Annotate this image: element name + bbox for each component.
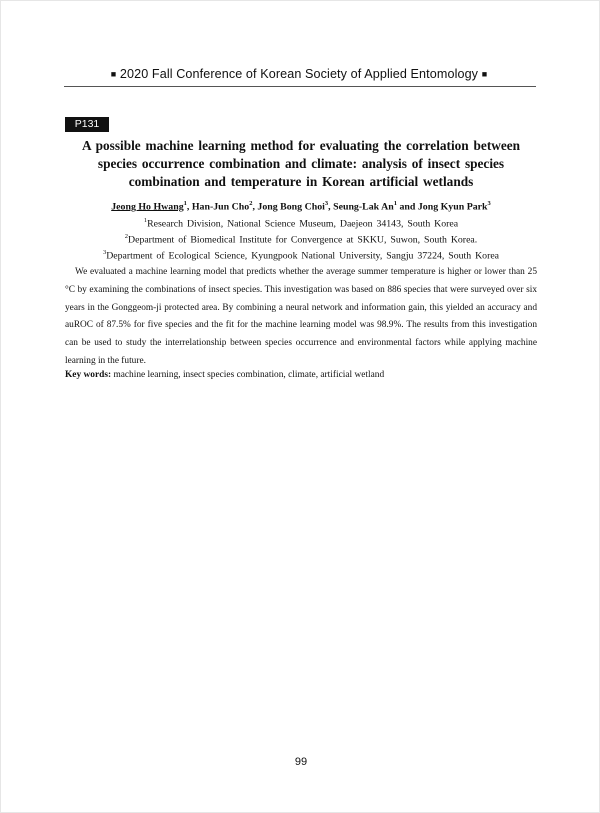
author-separator: and (396, 201, 418, 213)
author-list (65, 197, 537, 214)
square-bullet-icon: ■ (481, 69, 488, 79)
author-separator: , (328, 201, 334, 213)
affiliation-mark: 2 (124, 232, 129, 240)
keywords (65, 369, 537, 381)
page-number: 99 (294, 756, 308, 768)
author-name: Jong Kyun Park (417, 201, 488, 213)
abstract-body: We evaluated a machine learning model that predicts whether the average summer temperature is higher or lower than 25 °C by examining the combinations of insect species. This investigation was based on 886 species that were surveyed over six years in the Gonggeom-ji protected area. By combining a neural network and information gain, this yielded an accuracy and auROC of 87.5% for five species and the fit for the machine learning model was 98.9%. The results from this investigation can be used to study the interrelationship between species occurrence and environmental factors while applying machine learning in the future. (65, 267, 537, 366)
conference-header (61, 67, 537, 81)
author-name: Han-Jun Cho (191, 201, 250, 213)
author-name: Jong Bong Choi (257, 201, 325, 213)
author-separator: , (186, 201, 192, 213)
author-affiliation-mark: 3 (487, 200, 491, 207)
author-separator: , (252, 201, 258, 213)
author-affiliation-mark: 1 (393, 200, 397, 207)
affiliation-list (65, 215, 537, 263)
author-name: Seung-Lak An (333, 201, 394, 213)
affiliation (65, 247, 537, 263)
affiliation-mark: 3 (102, 248, 107, 256)
poster-id-badge: P131 (65, 117, 109, 132)
keywords-label: Key words: (65, 370, 112, 380)
affiliation-mark: 1 (143, 217, 148, 224)
author-affiliation-mark: 3 (324, 200, 329, 207)
header-divider (64, 86, 536, 87)
author-affiliation-mark: 1 (183, 200, 187, 207)
conference-title: 2020 Fall Conference of Korean Society of Applied Entomology (119, 67, 479, 81)
keywords-text: machine learning, insect species combination, climate, artificial wetland (111, 370, 385, 380)
affiliation-text: Department of Biomedical Institute for Convergence at SKKU, Suwon, South Korea. (128, 234, 478, 246)
affiliation (65, 215, 537, 231)
affiliation (65, 231, 537, 247)
square-bullet-icon: ■ (110, 69, 117, 79)
paper-title: A possible machine learning method for evaluating the correlation between species occurrence combination and climate: analysis of insect species combination and temperature in Korean artificial wetlands (81, 138, 521, 189)
affiliation-text: Department of Ecological Science, Kyungpook National University, Sangju 37224, South Korea (106, 249, 500, 261)
author-affiliation-mark: 2 (249, 200, 253, 207)
author-name: Jeong Ho Hwang (111, 201, 184, 213)
affiliation-text: Research Division, National Science Museum, Daejeon 34143, South Korea (147, 218, 459, 230)
